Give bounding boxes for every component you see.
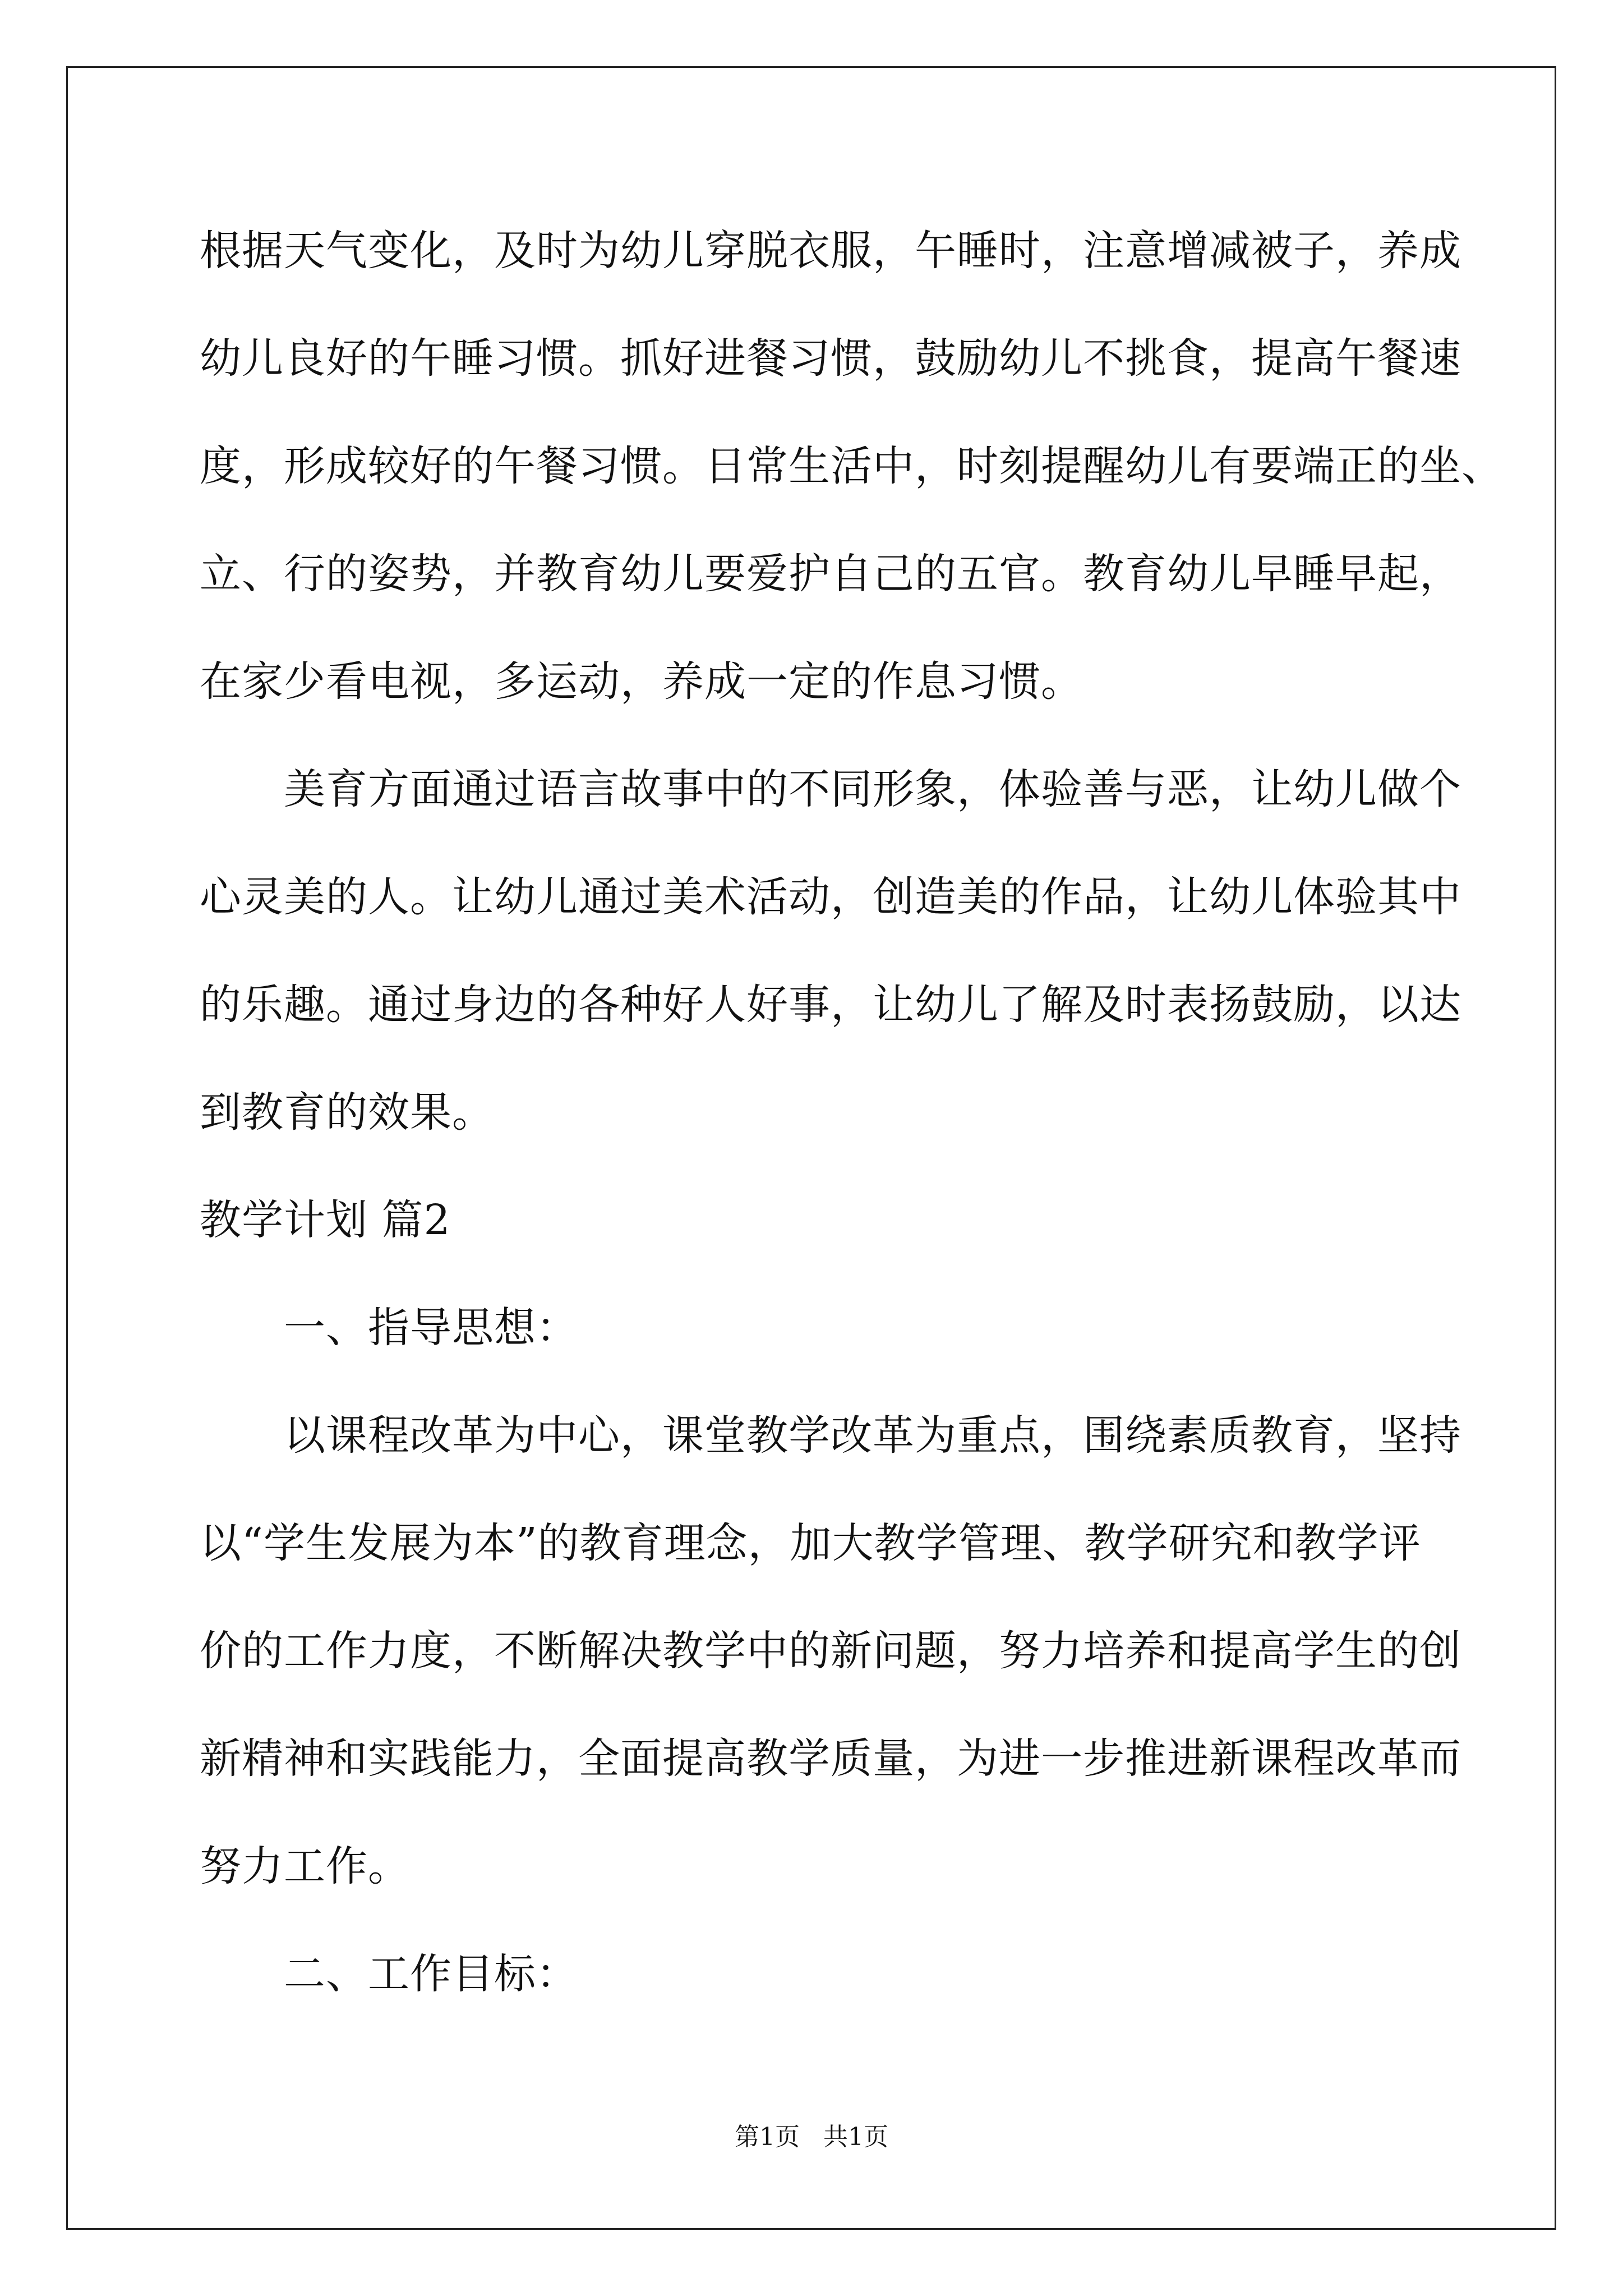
body-line: 在家少看电视，多运动，养成一定的作息习惯。: [200, 657, 1083, 706]
body-line: 以课程改革为中心，课堂教学改革为重点，围绕素质教育，坚持: [200, 1411, 1461, 1460]
body-line: 到教育的效果。: [200, 1088, 494, 1137]
body-line: 根据天气变化，及时为幼儿穿脱衣服，午睡时，注意增减被子，养成: [200, 227, 1461, 275]
body-line: 美育方面通过语言故事中的不同形象，体验善与恶，让幼儿做个: [200, 765, 1461, 813]
body-line: 努力工作。: [200, 1842, 410, 1890]
body-line: 以“学生发展为本”的教育理念，加大教学管理、教学研究和教学评: [200, 1519, 1421, 1567]
section-heading: 教学计划 篇2: [200, 1196, 451, 1244]
page-border: [66, 66, 1556, 2230]
body-line: 新精神和实践能力，全面提高教学质量，为进一步推进新课程改革而: [200, 1734, 1461, 1783]
body-line: 的乐趣。通过身边的各种好人好事，让幼儿了解及时表扬鼓励，以达: [200, 981, 1461, 1029]
body-line: 度，形成较好的午餐习惯。日常生活中，时刻提醒幼儿有要端正的坐、: [200, 442, 1504, 490]
body-line: 立、行的姿势，并教育幼儿要爱护自己的五官。教育幼儿早睡早起，: [200, 550, 1461, 598]
subheading: 二、工作目标：: [200, 1950, 578, 1998]
subheading: 一、指导思想：: [200, 1304, 578, 1352]
page-footer: 第1页 共1页: [735, 2123, 888, 2151]
body-line: 价的工作力度，不断解决教学中的新问题，努力培养和提高学生的创: [200, 1627, 1461, 1675]
body-line: 幼儿良好的午睡习惯。抓好进餐习惯，鼓励幼儿不挑食，提高午餐速: [200, 334, 1461, 383]
body-line: 心灵美的人。让幼儿通过美术活动，创造美的作品，让幼儿体验其中: [200, 873, 1461, 921]
